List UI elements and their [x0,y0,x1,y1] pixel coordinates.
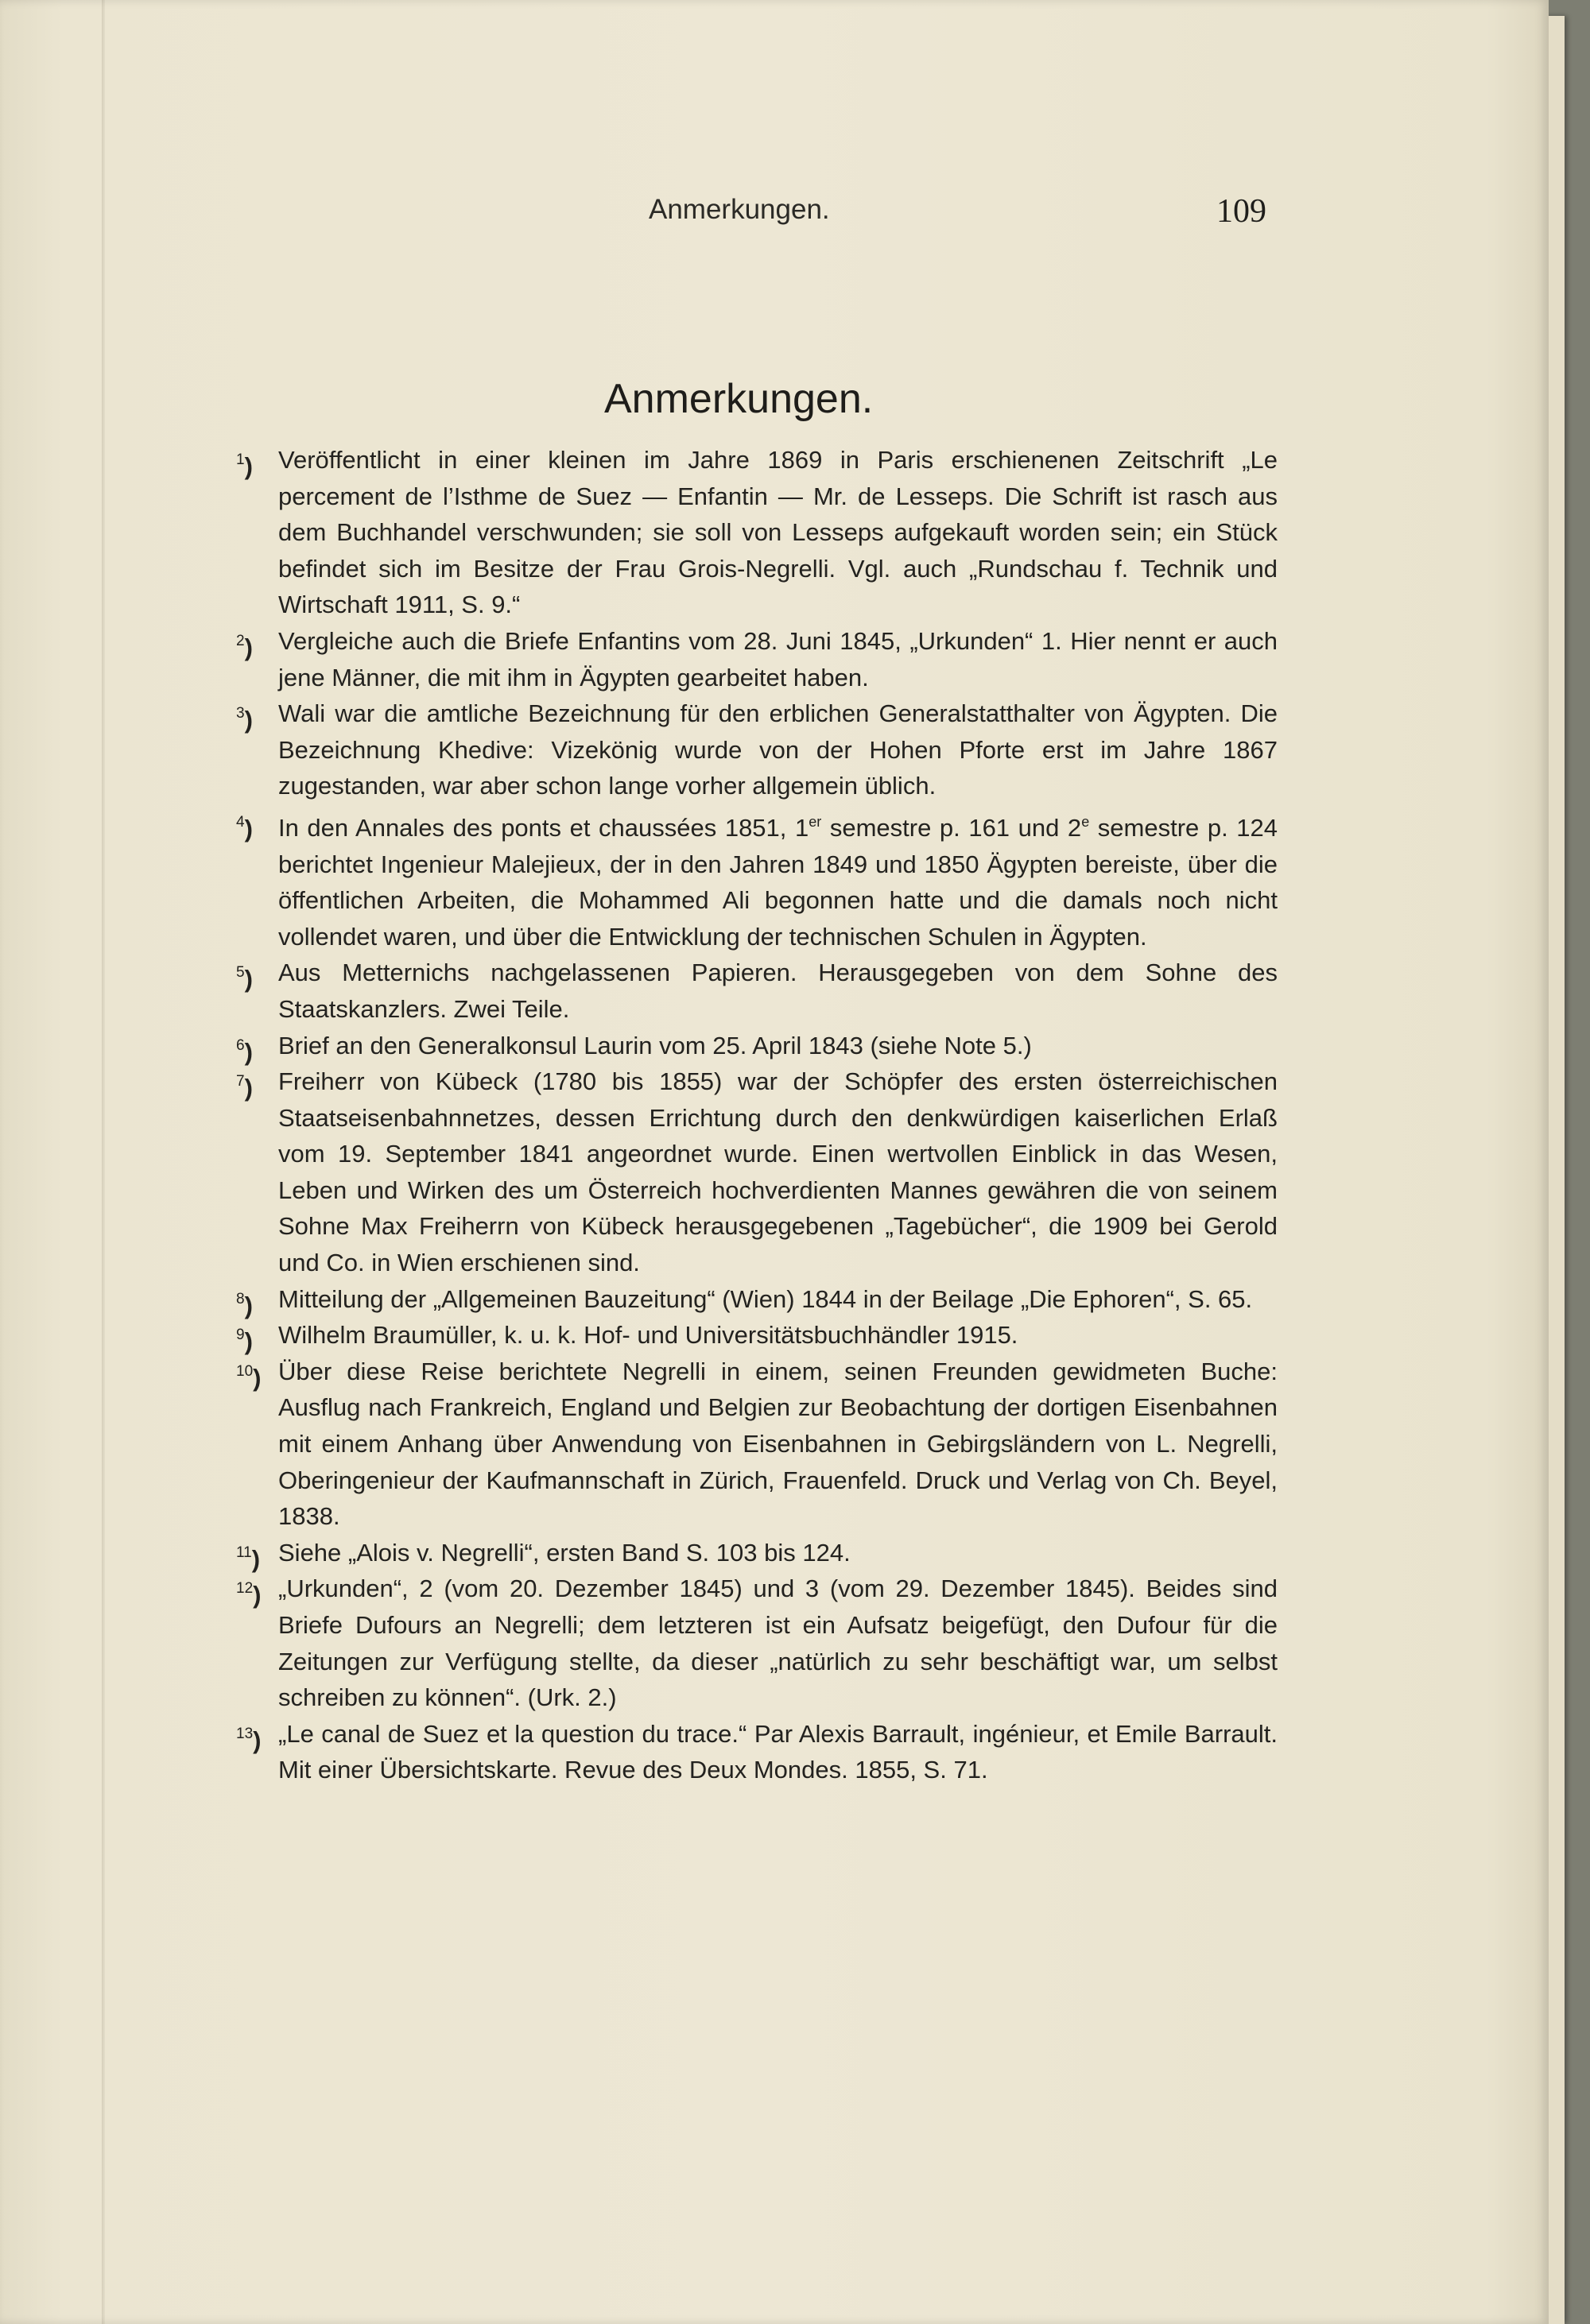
note-marker: $^8$) [236,1290,253,1319]
note-text: In den Annales des ponts et chaussées 1851, 1er semestre p. 161 und 2e semestre p. 124 berichtet Ingenieur Malejieux, der in den Jahren 1849 und 1850 Ägypten bereiste, über die öffentlichen Arbeiten, die Mohammed Ali begonnen hatte und die damals noch nicht vollendet waren, und über die Entwicklung der technischen Schulen in Ägypten. [278,813,1278,951]
note-text: Wilhelm Braumüller, k. u. k. Hof- und Universitätsbuchhändler 1915. [278,1321,1018,1350]
note-6 [236,1028,1278,1064]
note-11 [236,1535,1278,1571]
gutter [102,0,105,2324]
note-marker: $^4$) [236,813,253,842]
note-text: Wali war die amtliche Bezeichnung für den erblichen Generalstatthalter von Ägypten. Die Bezeichnung Khedive: Vizekönig wurde von der Hohen Pforte erst im Jahre 1867 zugestanden, war aber schon lange vorher allgemein üblich. [278,699,1278,800]
note-12 [236,1571,1278,1715]
note-8 [236,1281,1278,1318]
note-text: „Le canal de Suez et la question du trace.“ Par Alexis Barrault, ingénieur, et Emile Barrault. Mit einer Übersichtskarte. Revue des Deux Mondes. 1855, S. 71. [278,1719,1278,1784]
note-3 [236,695,1278,804]
note-text: Brief an den Generalkonsul Laurin vom 25. April 1843 (siehe Note 5.) [278,1031,1032,1059]
note-marker: $^9$) [236,1327,253,1356]
note-marker: $^{10}$) [236,1362,262,1392]
note-marker: $^{11}$) [236,1544,261,1573]
page-number: 109 [1216,193,1266,230]
note-10 [236,1354,1278,1535]
note-text: Veröffentlicht in einer kleinen im Jahre 1869 in Paris erschienenen Zeitschrift „Le percement de l’Isthme de Suez — Enfantin — Mr. de Lesseps. Die Schrift ist rasch aus dem Buchhandel verschwunden; sie soll von Lesseps aufgekauft worden sein; ein Stück befindet sich im Besitze der Frau Grois-Negrelli. Vgl. auch „Rundschau f. Technik und Wirtschaft 1911, S. 9.“ [278,446,1278,619]
running-head: Anmerkungen. [649,194,830,225]
note-2 [236,623,1278,695]
note-marker: $^3$) [236,705,253,734]
page-title: Anmerkungen. [604,376,874,422]
note-text: Vergleiche auch die Briefe Enfantins vom 28. Juni 1845, „Urkunden“ 1. Hier nennt er auch jene Männer, die mit ihm in Ägypten gearbeitet haben. [278,626,1278,691]
note-text: Aus Metternichs nachgelassenen Papieren. Herausgegeben von dem Sohne des Staatskanzlers. Zwei Teile. [278,959,1278,1023]
note-5 [236,955,1278,1027]
note-marker: $^{12}$) [236,1580,262,1609]
note-4 [236,804,1278,955]
note-1 [236,442,1278,623]
note-text: Freiherr von Kübeck (1780 bis 1855) war der Schöpfer des ersten österreichischen Staatseisenbahnnetzes, dessen Errichtung durch den denkwürdigen kaiserlichen Erlaß vom 19. September 1841 angeordnet wurde. Einen wertvollen Einblick in das Wesen, Leben und Wirken des um Österreich hochverdienten Mannes gewähren die von seinem Sohne Max Freiherrn von Kübeck herausgegebenen „Tagebücher“, die 1909 bei Gerold und Co. in Wien erschienen sind. [278,1067,1278,1277]
note-text: Über diese Reise berichtete Negrelli in einem, seinen Freunden gewidmeten Buche: Ausflug nach Frankreich, England und Belgien zur Beobachtung der dortigen Eisenbahnen mit einem Anhang über Anwendung von Eisenbahnen in Gebirgsländern von L. Negrelli, Oberingenieur der Kaufmannschaft in Zürich, Frauenfeld. Druck und Verlag von Ch. Beyel, 1838. [278,1357,1278,1531]
note-marker: $^2$) [236,632,253,661]
note-9 [236,1317,1278,1354]
note-7 [236,1063,1278,1281]
note-13 [236,1716,1278,1788]
note-marker: $^5$) [236,964,253,994]
note-text: Siehe „Alois v. Negrelli“, ersten Band S. 103 bis 124. [278,1538,851,1567]
note-marker: $^7$) [236,1073,253,1102]
note-marker: $^1$) [236,451,253,480]
note-marker: $^6$) [236,1036,253,1066]
note-marker: $^{13}$) [236,1725,262,1754]
note-text: „Urkunden“, 2 (vom 20. Dezember 1845) und 3 (vom 29. Dezember 1845). Beides sind Briefe Dufours an Negrelli; dem letzteren ist ein Aufsatz beigefügt, den Dufour für die Zeitungen zur Verfügung stellte, da dieser „natürlich zu sehr beschäftigt war, um selbst schreiben zu können“. (Urk. 2.) [278,1575,1278,1712]
note-text: Mitteilung der „Allgemeinen Bauzeitung“ (Wien) 1844 in der Beilage „Die Ephoren“, S. 65. [278,1284,1253,1313]
footnotes-list [236,442,1278,1788]
